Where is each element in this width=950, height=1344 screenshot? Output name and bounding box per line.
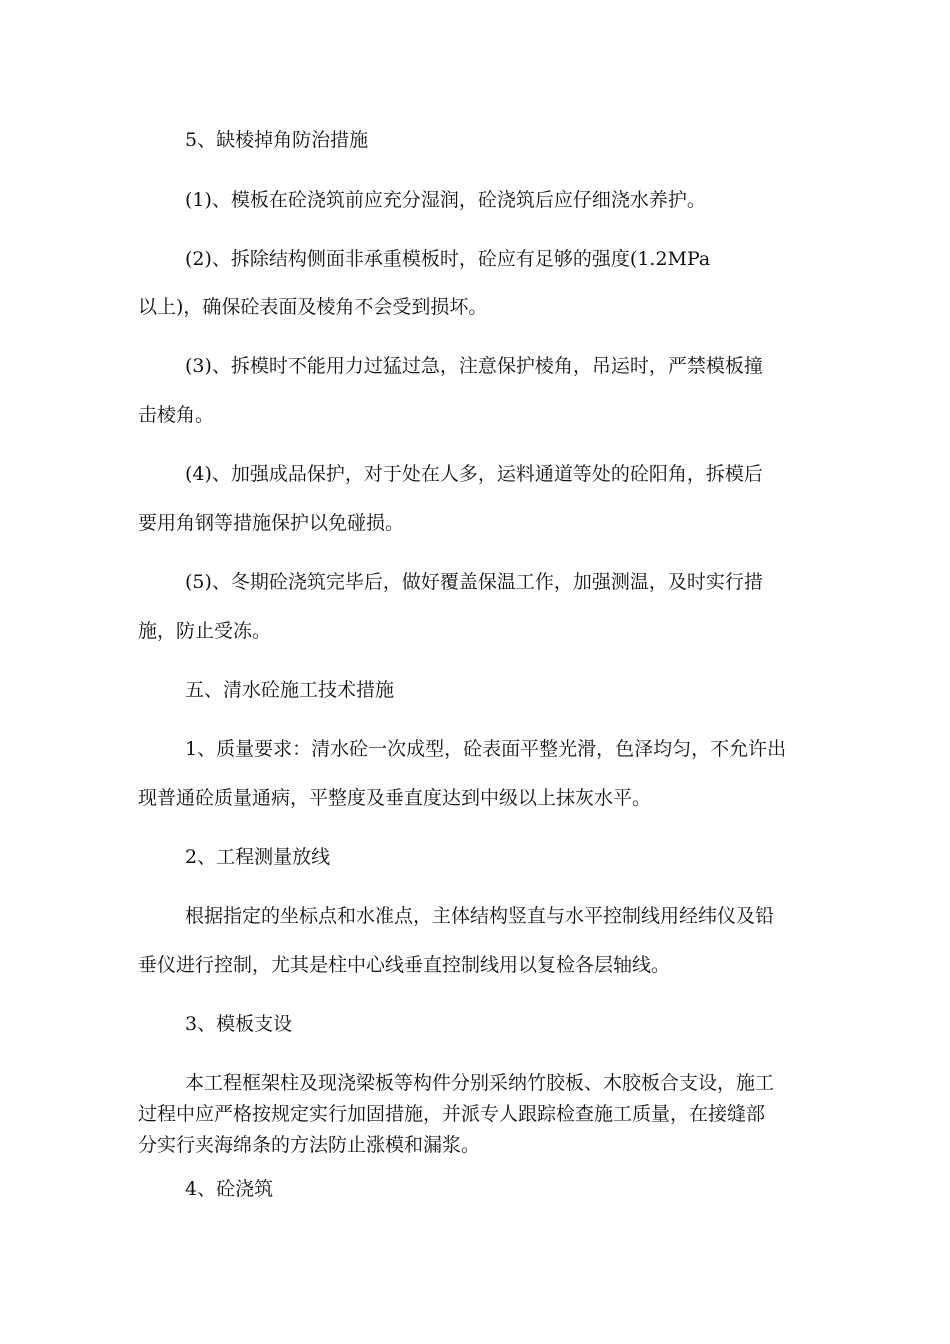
paragraph-line: 现普通砼质量通病，平整度及垂直度达到中级以上抹灰水平。 <box>138 787 652 809</box>
paragraph-line: (2)、拆除结构侧面非承重模板时，砼应有足够的强度(1.2MPa <box>185 248 711 270</box>
paragraph-line: 要用角钢等措施保护以免碰损。 <box>138 512 405 534</box>
paragraph-line: (5)、冬期砼浇筑完毕后，做好覆盖保温工作，加强测温，及时实行措 <box>185 571 763 593</box>
paragraph-line: 过程中应严格按规定实行加固措施，并派专人跟踪检查施工质量，在接缝部 <box>138 1103 766 1125</box>
paragraph-line: 分实行夹海绵条的方法防止涨模和漏浆。 <box>138 1134 481 1156</box>
paragraph-line: (4)、加强成品保护，对于处在人多，运料通道等处的砼阳角，拆模后 <box>185 463 763 485</box>
section-heading: 4、砼浇筑 <box>185 1178 274 1200</box>
paragraph-line: 击棱角。 <box>138 404 215 426</box>
section-heading: 2、工程测量放线 <box>185 846 331 868</box>
paragraph-line: 以上)，确保砼表面及棱角不会受到损坏。 <box>138 296 488 318</box>
paragraph-line: (1)、模板在砼浇筑前应充分湿润，砼浇筑后应仔细浇水养护。 <box>185 189 706 211</box>
paragraph-line: 1、质量要求：清水砼一次成型，砼表面平整光滑，色泽均匀，不允许出 <box>185 738 787 760</box>
paragraph-line: 施，防止受冻。 <box>138 620 272 642</box>
paragraph-line: (3)、拆模时不能用力过猛过急，注意保护棱角，吊运时，严禁模板撞 <box>185 355 763 377</box>
section-heading: 3、模板支设 <box>185 1013 293 1035</box>
section-heading: 5、缺棱掉角防治措施 <box>185 129 369 151</box>
paragraph-line: 根据指定的坐标点和水准点，主体结构竖直与水平控制线用经纬仪及铅 <box>185 905 775 927</box>
paragraph-line: 本工程框架柱及现浇梁板等构件分别采纳竹胶板、木胶板合支设，施工 <box>185 1072 775 1094</box>
paragraph-line: 垂仪进行控制，尤其是柱中心线垂直控制线用以复检各层轴线。 <box>138 954 671 976</box>
section-heading: 五、清水砼施工技术措施 <box>185 679 395 701</box>
